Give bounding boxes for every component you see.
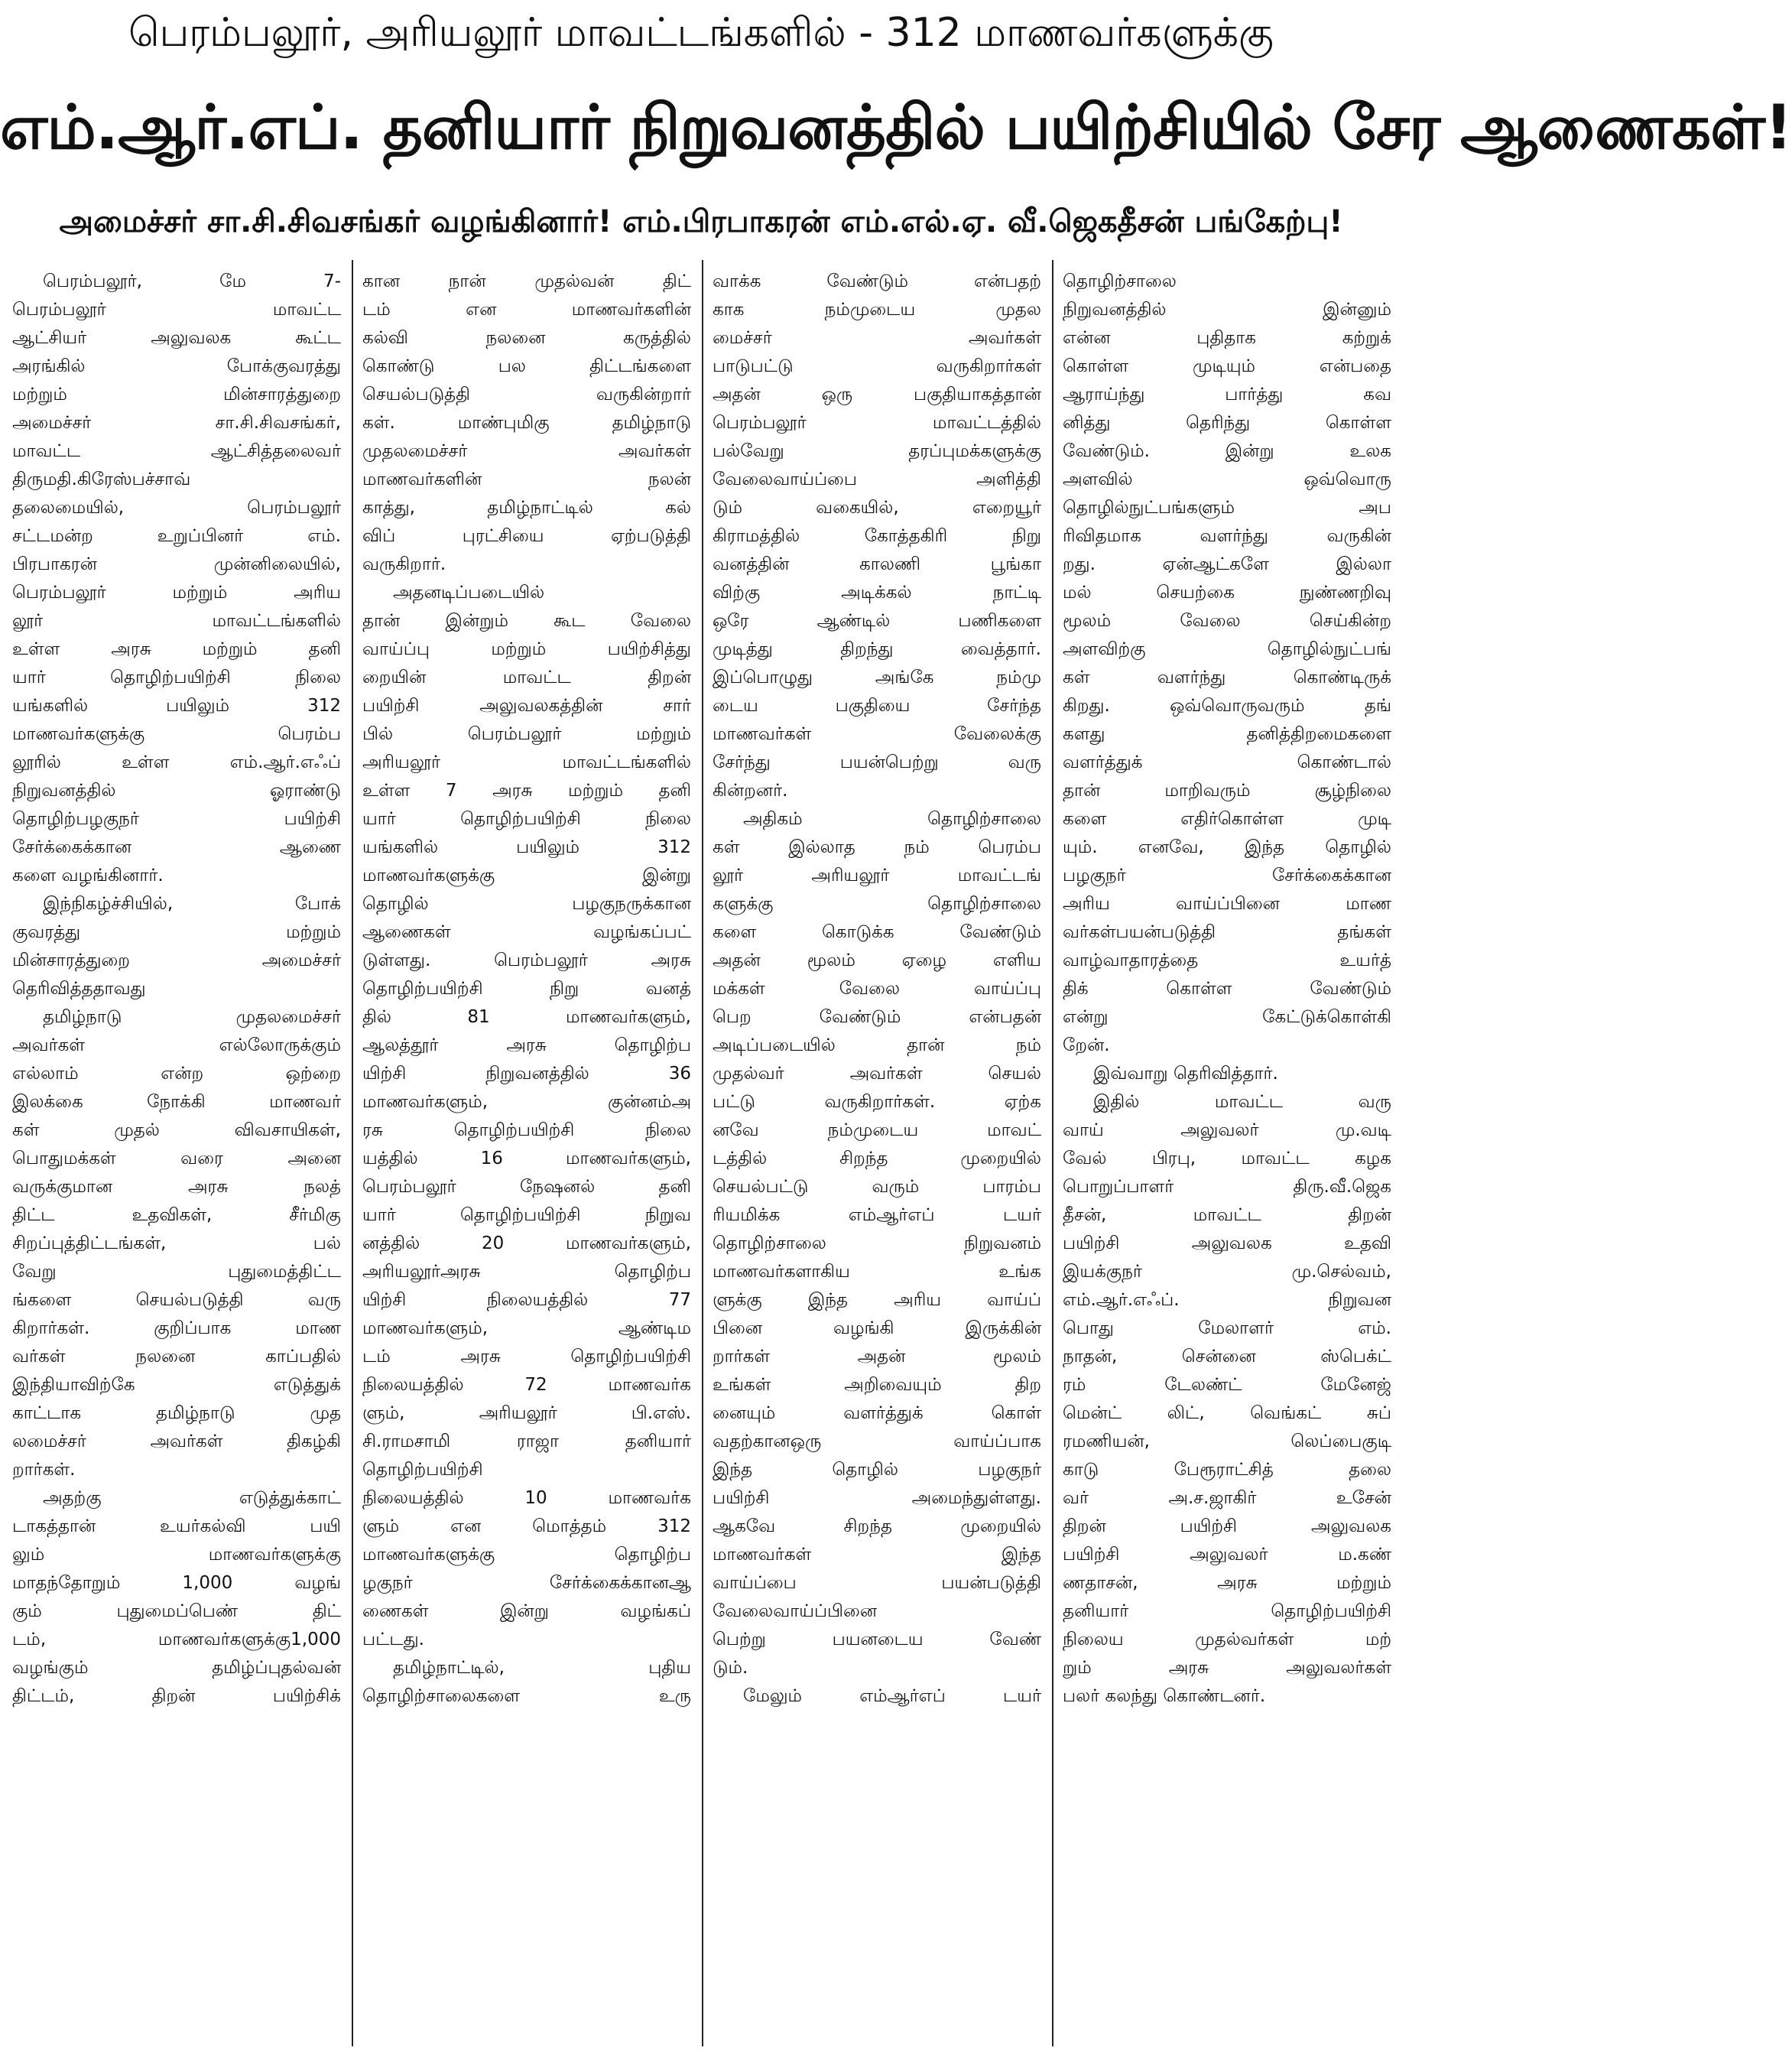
article-text-line: சிறப்புத்திட்டங்கள், பல் (12, 1233, 341, 1253)
article-text-line: விற்கு அடிக்கல் நாட்டி (713, 583, 1041, 603)
article-text-line: இலக்கை நோக்கி மாணவர் (12, 1092, 341, 1112)
article-text-line: மாவட்ட ஆட்சித்தலைவர் (12, 441, 341, 461)
article-text-line: கள். மாண்புமிகு தமிழ்நாடு (362, 413, 691, 433)
article-text-line: தலைமையில், பெரம்பலூர் (12, 498, 341, 518)
article-text-line: மாணவர்களும், குன்னம்அ (362, 1092, 691, 1112)
kicker-line: பெரம்பலூர், அரியலூர் மாவட்டங்களில் - 312 மாணவர்களுக்கு (128, 10, 1274, 56)
article-text-line: வளர்த்துக் கொண்டால் (1063, 752, 1391, 772)
article-text-line: பட்டது. (362, 1630, 424, 1649)
column-divider (1052, 260, 1053, 2046)
article-text-line: றேன். (1063, 1035, 1110, 1055)
article-text-line: கிறது. ஒவ்வொருவரும் தங் (1063, 696, 1391, 716)
article-text-line: ரசு தொழிற்பயிற்சி நிலை (362, 1120, 691, 1140)
article-text-line: அரங்கில் போக்குவரத்து (12, 356, 341, 376)
article-text-line: வாக்க வேண்டும் என்பதற் (713, 271, 1041, 291)
article-text-line: லமைச்சர் அவர்கள் திகழ்கி (12, 1432, 341, 1451)
article-column-1 (12, 268, 341, 2046)
article-text-line: சேர்க்கைக்கான ஆணை (12, 837, 341, 857)
article-text-line: யார் தொழிற்பயிற்சி நிலை (12, 668, 341, 687)
article-text-line: இதில் மாவட்ட வரு (1093, 1092, 1391, 1112)
article-text-line: என்று கேட்டுக்கொள்கி (1063, 1007, 1391, 1027)
article-text-line: மைச்சர் அவர்கள் (713, 328, 1041, 348)
article-text-line: வர் அ.ச.ஜாகிர் உசேன் (1063, 1488, 1391, 1508)
article-text-line: யார் தொழிற்பயிற்சி நிலை (362, 809, 691, 829)
article-text-line: பில் பெரம்பலூர் மற்றும் (362, 724, 691, 744)
article-text-line: பெரம்பலூர் மாவட்ட (12, 300, 341, 320)
article-text-line: லூரில் உள்ள எம்.ஆர்.எஃப் (12, 752, 341, 772)
article-text-line: வதற்கானஒரு வாய்ப்பாக (713, 1432, 1041, 1451)
article-text-line: ங்களை செயல்படுத்தி வரு (12, 1290, 341, 1310)
article-text-line: வனத்தின் காலணி பூங்கா (713, 554, 1041, 574)
article-text-line: சட்டமன்ற உறுப்பினர் எம். (12, 526, 341, 546)
article-text-line: வேறு புதுமைத்திட்ட (12, 1262, 341, 1282)
article-text-line: னித்து தெரிந்து கொள்ள (1063, 413, 1391, 433)
article-text-line: முதலமைச்சர் அவர்கள் (362, 441, 691, 461)
article-text-line: தொழில் பழகுநருக்கான (362, 894, 691, 914)
article-text-line: மின்சாரத்துறை அமைச்சர் (12, 951, 341, 970)
article-text-line: இந்நிகழ்ச்சியில், போக் (43, 894, 341, 914)
article-text-line: அளவில் ஒவ்வொரு (1063, 470, 1391, 489)
article-text-line: யார் தொழிற்பயிற்சி நிறுவ (362, 1205, 691, 1225)
column-divider (352, 260, 353, 2046)
article-text-line: இந்தியாவிற்கே எடுத்துக் (12, 1375, 341, 1395)
article-text-line: இவ்வாறு தெரிவித்தார். (1093, 1064, 1278, 1084)
article-text-line: ளும் என மொத்தம் 312 (362, 1516, 691, 1536)
article-text-line: நிலையத்தில் 72 மாணவர்க (362, 1375, 691, 1395)
article-text-line: தமிழ்நாடு முதலமைச்சர் (43, 1007, 341, 1027)
article-text-line: முடித்து திறந்து வைத்தார். (713, 639, 1041, 659)
article-text-line: டுள்ளது. பெரம்பலூர் அரசு (362, 951, 691, 970)
article-text-line: அவர்கள் எல்லோருக்கும் (12, 1035, 341, 1055)
article-text-line: கிறார்கள். குறிப்பாக மாண (12, 1318, 341, 1338)
article-text-line: களை கொடுக்க வேண்டும் (713, 922, 1041, 942)
article-text-line: வாழ்வாதாரத்தை உயர்த் (1063, 951, 1391, 970)
article-text-line: ஒரே ஆண்டில் பணிகளை (713, 611, 1041, 631)
article-text-line: மாணவர்களுக்கு தொழிற்ப (362, 1545, 691, 1565)
article-text-line: பயிற்சி அமைந்துள்ளது. (713, 1488, 1041, 1508)
article-text-line: தில் 81 மாணவர்களும், (362, 1007, 691, 1027)
article-text-line: நிறுவனத்தில் இன்னும் (1063, 300, 1391, 320)
article-text-line: கிராமத்தில் கோத்தகிரி நிறு (713, 526, 1041, 546)
article-text-line: தொழிற்சாலை நிறுவனம் (713, 1233, 1041, 1253)
article-text-line: கும் புதுமைப்பெண் திட் (12, 1601, 341, 1621)
article-text-line: வேண்டும். இன்று உலக (1063, 441, 1391, 461)
article-text-line: வருக்குமான அரசு நலத் (12, 1177, 341, 1197)
article-column-3 (713, 268, 1041, 2046)
article-text-line: யங்களில் பயிலும் 312 (12, 696, 341, 716)
article-text-line: அடிப்படையில் தான் நம் (713, 1035, 1041, 1055)
article-text-line: தெரிவித்ததாவது (12, 979, 146, 999)
article-text-line: தான் மாறிவரும் சூழ்நிலை (1063, 781, 1391, 801)
article-text-line: பெரம்பலூர் மாவட்டத்தில் (713, 413, 1041, 433)
article-text-line: இப்பொழுது அங்கே நம்மு (713, 668, 1041, 687)
article-text-line: தீசன், மாவட்ட திறன் (1063, 1205, 1391, 1225)
article-text-line: நிறுவனத்தில் ஓராண்டு (12, 781, 341, 801)
article-text-line: ணைகள் இன்று வழங்கப் (362, 1601, 691, 1621)
article-text-line: பெரம்பலூர், மே 7- (43, 271, 341, 291)
article-text-line: வாய் அலுவலர் மு.வடி (1063, 1120, 1391, 1140)
article-text-line: எல்லாம் என்ற ஒற்றை (12, 1064, 341, 1084)
article-text-line: அதற்கு எடுத்துக்காட் (43, 1488, 341, 1508)
article-text-line: காக நம்முடைய முதல (713, 300, 1041, 320)
article-text-line: மாணவர்களாகிய உங்க (713, 1262, 1041, 1282)
article-text-line: பல்வேறு தரப்புமக்களுக்கு (713, 441, 1041, 461)
article-text-line: மாணவர்களுக்கு பெரம்ப (12, 724, 341, 744)
article-text-line: செயல்பட்டு வரும் பாரம்ப (713, 1177, 1041, 1197)
article-text-line: மற்றும் மின்சாரத்துறை (12, 385, 341, 405)
article-text-line: பெற வேண்டும் என்பதன் (713, 1007, 1041, 1027)
article-text-line: வழங்கும் தமிழ்ப்புதல்வன் (12, 1658, 341, 1678)
article-text-line: மூலம் வேலை செய்கின்ற (1063, 611, 1391, 631)
article-text-line: உங்கள் அறிவையும் திற (713, 1375, 1041, 1395)
article-text-line: முதல்வர் அவர்கள் செயல் (713, 1064, 1041, 1084)
article-text-line: அதனடிப்படையில் (393, 583, 545, 603)
subheadline: அமைச்சர் சா.சி.சிவசங்கர் வழங்கினார்! எம்.பிரபாகரன் எம்.எல்.ஏ. வீ.ஜெகதீசன் பங்கேற்பு! (59, 204, 1343, 239)
article-text-line: உள்ள 7 அரசு மற்றும் தனி (362, 781, 691, 801)
article-text-line: தொழில்நுட்பங்களும் அப (1063, 498, 1391, 518)
article-text-line: றார்கள் அதன் மூலம் (713, 1347, 1041, 1367)
article-text-line: திக் கொள்ள வேண்டும் (1063, 979, 1391, 999)
article-text-line: றது. ஏன்ஆட்களே இல்லா (1063, 554, 1391, 574)
article-text-line: டாகத்தான் உயர்கல்வி பயி (12, 1516, 341, 1536)
article-text-line: ரம் டேலண்ட் மேனேஜ் (1063, 1375, 1391, 1395)
article-text-line: டம் அரசு தொழிற்பயிற்சி (362, 1347, 691, 1367)
article-text-line: கின்றனர். (713, 781, 788, 801)
article-text-line: பழகுநர் சேர்க்கைக்கான (1063, 866, 1391, 886)
article-text-line: கள் இல்லாத நம் பெரம்ப (713, 837, 1041, 857)
article-text-line: செயல்படுத்தி வருகின்றார் (362, 385, 691, 405)
article-text-line: டும். (713, 1658, 748, 1678)
article-text-line: லும் மாணவர்களுக்கு (12, 1545, 341, 1565)
article-text-line: ஆராய்ந்து பார்த்து கவ (1063, 385, 1391, 405)
article-text-line: கான நான் முதல்வன் திட் (362, 271, 691, 291)
article-text-line: பொறுப்பாளர் திரு.வீ.ஜெக (1063, 1177, 1391, 1197)
article-text-line: ஆணைகள் வழங்கப்பட் (362, 922, 691, 942)
article-text-line: விப் புரட்சியை ஏற்படுத்தி (362, 526, 691, 546)
article-text-line: மாணவர்களுக்கு இன்று (362, 866, 691, 886)
article-text-line: யங்களில் பயிலும் 312 (362, 837, 691, 857)
article-text-line: பாடுபட்டு வருகிறார்கள் (713, 356, 1041, 376)
article-text-line: மல் செயற்கை நுண்ணறிவு (1063, 583, 1391, 603)
article-text-line: பெரம்பலூர் நேஷனல் தனி (362, 1177, 691, 1197)
article-text-line: மாணவர்களின் நலன் (362, 470, 691, 489)
article-text-line: டம் என மாணவர்களின் (362, 300, 691, 320)
article-text-line: னையும் வளர்த்துக் கொள் (713, 1403, 1041, 1423)
article-text-line: தமிழ்நாட்டில், புதிய (393, 1658, 691, 1678)
article-text-line: கொள்ள முடியும் என்பதை (1063, 356, 1391, 376)
article-text-line: யிற்சி நிலையத்தில் 77 (362, 1290, 691, 1310)
article-text-line: அரியலூர் மாவட்டங்களில் (362, 752, 691, 772)
article-text-line: களை வழங்கினார். (12, 866, 164, 886)
article-text-line: மென்ட் லிட், வெங்கட் சுப் (1063, 1403, 1391, 1423)
article-text-line: மாணவர்கள் இந்த (713, 1545, 1041, 1565)
article-text-line: ஆகவே சிறந்த முறையில் (713, 1516, 1041, 1536)
article-text-line: பயிற்சி அலுவலக உதவி (1063, 1233, 1391, 1253)
article-text-line: ளும், அரியலூர் பி.எஸ். (362, 1403, 691, 1423)
article-text-line: அமைச்சர் சா.சி.சிவசங்கர், (12, 413, 341, 433)
article-text-line: வேலைவாய்ப்பை அளித்தி (713, 470, 1041, 489)
article-text-line: கள் வளர்ந்து கொண்டிருக் (1063, 668, 1391, 687)
article-text-line: சி.ராமசாமி ராஜா தனியார் (362, 1432, 691, 1451)
article-text-line: அளவிற்கு தொழில்நுட்பங் (1063, 639, 1391, 659)
article-text-line: வேலைவாய்ப்பினை (713, 1601, 878, 1621)
article-text-line: களை எதிர்கொள்ள முடி (1063, 809, 1391, 829)
headline: எம்.ஆர்.எப். தனியார் நிறுவனத்தில் பயிற்சியில் சேர ஆணைகள்! (0, 92, 1792, 163)
article-text-line: பெரம்பலூர் மற்றும் அரிய (12, 583, 341, 603)
article-text-line: வேல் பிரபு, மாவட்ட கழக (1063, 1149, 1391, 1168)
article-text-line: டம், மாணவர்களுக்கு1,000 (12, 1630, 341, 1649)
article-text-line: பலர் கலந்து கொண்டனர். (1063, 1686, 1266, 1706)
article-text-line: பிரபாகரன் முன்னிலையில், (12, 554, 341, 574)
article-text-line: பட்டு வருகிறார்கள். ஏற்க (713, 1092, 1041, 1112)
article-text-line: அதன் ஒரு பகுதியாகத்தான் (713, 385, 1041, 405)
article-text-line: அரிய வாய்ப்பினை மாண (1063, 894, 1391, 914)
article-text-line: திறன் பயிற்சி அலுவலக (1063, 1516, 1391, 1536)
article-column-2 (362, 268, 691, 2046)
article-text-line: யத்தில் 16 மாணவர்களும், (362, 1149, 691, 1168)
article-text-line: தனியார் தொழிற்பயிற்சி (1063, 1601, 1391, 1621)
article-text-line: றும் அரசு அலுவலர்கள் (1063, 1658, 1391, 1678)
article-text-line: மாணவர்கள் வேலைக்கு (713, 724, 1041, 744)
article-text-line: பொதுமக்கள் வரை அனை (12, 1149, 341, 1168)
article-text-line: கள் முதல் விவசாயிகள், (12, 1120, 341, 1140)
article-text-line: ரிவிதமாக வளர்ந்து வருகின் (1063, 526, 1391, 546)
article-text-line: குவரத்து மற்றும் (12, 922, 341, 942)
article-text-line: டும் வகையில், எறையூர் (713, 498, 1041, 518)
article-text-line: றையின் மாவட்ட திறன் (362, 668, 691, 687)
article-text-line: பெற்று பயனடைய வேண் (713, 1630, 1041, 1649)
article-text-line: டைய பகுதியை சேர்ந்த (713, 696, 1041, 716)
article-text-line: எம்.ஆர்.எஃப். நிறுவன (1063, 1290, 1391, 1310)
article-text-line: யிற்சி நிறுவனத்தில் 36 (362, 1064, 691, 1084)
article-text-line: ழகுநர் சேர்க்கைக்கானஆ (362, 1573, 691, 1593)
article-text-line: மேலும் எம்ஆர்எப் டயர் (743, 1686, 1041, 1706)
article-text-line: னவே நம்முடைய மாவட் (713, 1120, 1041, 1140)
article-text-line: இந்த தொழில் பழகுநர் (713, 1460, 1041, 1480)
article-column-4 (1063, 268, 1391, 2046)
article-text-line: பினை வழங்கி இருக்கின் (713, 1318, 1041, 1338)
article-text-line: னத்தில் 20 மாணவர்களும், (362, 1233, 691, 1253)
article-text-line: தான் இன்றும் கூட வேலை (362, 611, 691, 631)
article-text-line: தொழிற்சாலை (1063, 271, 1177, 291)
article-text-line: அதன் மூலம் ஏழை எளிய (713, 951, 1041, 970)
article-text-line: திட்ட உதவிகள், சீர்மிகு (12, 1205, 341, 1225)
article-text-line: வாய்ப்பு மற்றும் பயிற்சித்து (362, 639, 691, 659)
article-text-line: பொது மேலாளர் எம். (1063, 1318, 1391, 1338)
article-text-line: தொழிற்பயிற்சி (362, 1460, 483, 1480)
article-text-line: ணதாசன், அரசு மற்றும் (1063, 1573, 1391, 1593)
article-text-line: கொண்டு பல திட்டங்களை (362, 356, 691, 376)
article-text-line: அதிகம் தொழிற்சாலை (743, 809, 1041, 829)
article-text-line: வருகிறார். (362, 554, 446, 574)
article-text-line: கல்வி நலனை கருத்தில் (362, 328, 691, 348)
article-text-line: லூர் அரியலூர் மாவட்டங் (713, 866, 1041, 886)
article-text-line: பயிற்சி அலுவலர் ம.கண் (1063, 1545, 1391, 1565)
article-text-line: ஆட்சியர் அலுவலக கூட்ட (12, 328, 341, 348)
article-text-line: வாய்ப்பை பயன்படுத்தி (713, 1573, 1041, 1593)
article-text-line: களது தனித்திறமைகளை (1063, 724, 1391, 744)
article-text-line: நிலையத்தில் 10 மாணவர்க (362, 1488, 691, 1508)
article-text-line: வர்கள் நலனை காப்பதில் (12, 1347, 341, 1367)
article-text-line: டத்தில் சிறந்த முறையில் (713, 1149, 1041, 1168)
article-text-line: ளுக்கு இந்த அரிய வாய்ப் (713, 1290, 1041, 1310)
article-text-line: காடு பேரூராட்சித் தலை (1063, 1460, 1391, 1480)
article-text-line: பயிற்சி அலுவலகத்தின் சார் (362, 696, 691, 716)
column-divider (702, 260, 703, 2046)
article-text-line: வர்கள்பயன்படுத்தி தங்கள் (1063, 922, 1391, 942)
article-text-line: ஆலத்தூர் அரசு தொழிற்ப (362, 1035, 691, 1055)
article-text-line: மக்கள் வேலை வாய்ப்பு (713, 979, 1041, 999)
article-text-line: என்ன புதிதாக கற்றுக் (1063, 328, 1391, 348)
article-text-line: றார்கள். (12, 1460, 76, 1480)
article-text-line: காத்து, தமிழ்நாட்டில் கல் (362, 498, 691, 518)
article-text-line: தொழிற்பழகுநர் பயிற்சி (12, 809, 341, 829)
article-text-line: நாதன், சென்னை ஸ்பெக்ட் (1063, 1347, 1391, 1367)
article-text-line: ரமணியன், லெப்பைகுடி (1063, 1432, 1391, 1451)
article-text-line: ரியமிக்க எம்ஆர்எப் டயர் (713, 1205, 1041, 1225)
article-text-line: களுக்கு தொழிற்சாலை (713, 894, 1041, 914)
article-text-line: தொழிற்சாலைகளை உரு (362, 1686, 691, 1706)
article-text-line: காட்டாக தமிழ்நாடு முத (12, 1403, 341, 1423)
article-text-line: நிலைய முதல்வர்கள் மற் (1063, 1630, 1391, 1649)
article-text-line: இயக்குநர் மு.செல்வம், (1063, 1262, 1391, 1282)
article-text-line: அரியலூர்அரசு தொழிற்ப (362, 1262, 691, 1282)
article-text-line: தொழிற்பயிற்சி நிறு வனத் (362, 979, 691, 999)
article-text-line: யும். எனவே, இந்த தொழில் (1063, 837, 1391, 857)
article-text-line: மாணவர்களும், ஆண்டிம (362, 1318, 691, 1338)
article-text-line: லூர் மாவட்டங்களில் (12, 611, 341, 631)
article-text-line: திருமதி.கிரேஸ்பச்சாவ் (12, 470, 191, 489)
article-text-line: சேர்ந்து பயன்பெற்று வரு (713, 752, 1041, 772)
article-text-line: மாதந்தோறும் 1,000 வழங் (12, 1573, 341, 1593)
article-text-line: உள்ள அரசு மற்றும் தனி (12, 639, 341, 659)
article-text-line: திட்டம், திறன் பயிற்சிக் (12, 1686, 341, 1706)
